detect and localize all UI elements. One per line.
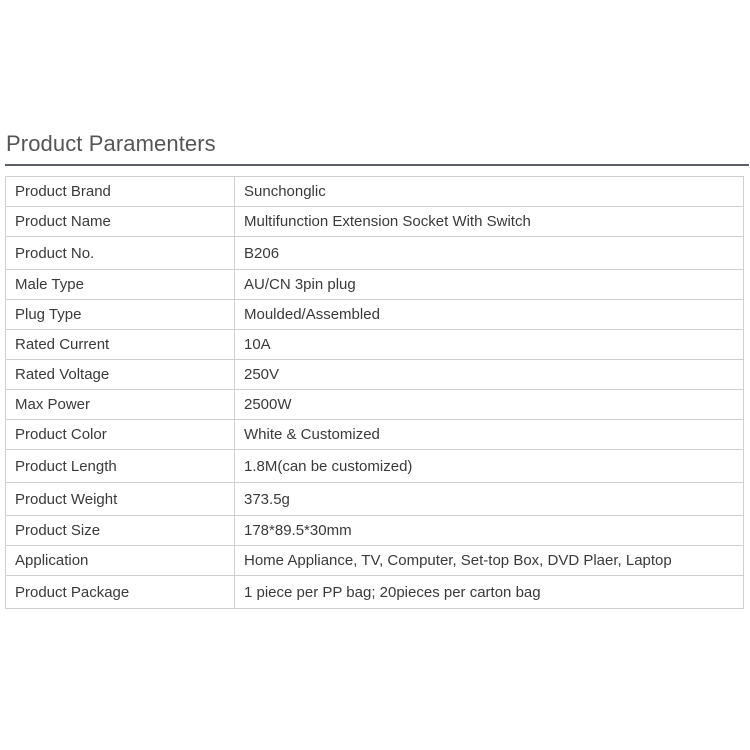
param-label: Product Length — [6, 450, 235, 483]
param-value: Sunchonglic — [235, 177, 744, 207]
table-row — [6, 270, 744, 300]
param-label: Rated Voltage — [6, 360, 235, 390]
table-row — [6, 483, 744, 516]
param-label: Product Color — [6, 420, 235, 450]
param-value: 1 piece per PP bag; 20pieces per carton bag — [235, 576, 744, 609]
param-label: Plug Type — [6, 300, 235, 330]
param-label: Application — [6, 546, 235, 576]
param-value: Moulded/Assembled — [235, 300, 744, 330]
param-value: 373.5g — [235, 483, 744, 516]
param-label: Product Brand — [6, 177, 235, 207]
param-label: Max Power — [6, 390, 235, 420]
product-parameters-table — [5, 176, 744, 609]
param-value: Home Appliance, TV, Computer, Set-top Box, DVD Plaer, Laptop — [235, 546, 744, 576]
table-row — [6, 237, 744, 270]
table-row — [6, 390, 744, 420]
param-value: 178*89.5*30mm — [235, 516, 744, 546]
table-row — [6, 360, 744, 390]
table-row — [6, 177, 744, 207]
table-row — [6, 516, 744, 546]
param-label: Rated Current — [6, 330, 235, 360]
param-label: Product No. — [6, 237, 235, 270]
table-row — [6, 300, 744, 330]
param-label: Product Size — [6, 516, 235, 546]
table-row — [6, 576, 744, 609]
title-divider — [5, 164, 749, 166]
table-row — [6, 330, 744, 360]
param-value: B206 — [235, 237, 744, 270]
param-value: White & Customized — [235, 420, 744, 450]
param-value: 2500W — [235, 390, 744, 420]
param-label: Product Package — [6, 576, 235, 609]
param-label: Male Type — [6, 270, 235, 300]
table-row — [6, 546, 744, 576]
table-row — [6, 450, 744, 483]
param-value: 250V — [235, 360, 744, 390]
param-value: AU/CN 3pin plug — [235, 270, 744, 300]
param-value: 10A — [235, 330, 744, 360]
section-title: Product Paramenters — [6, 131, 216, 156]
param-value: 1.8M(can be customized) — [235, 450, 744, 483]
param-value: Multifunction Extension Socket With Switch — [235, 207, 744, 237]
param-label: Product Name — [6, 207, 235, 237]
table-row — [6, 207, 744, 237]
table-row — [6, 420, 744, 450]
param-label: Product Weight — [6, 483, 235, 516]
